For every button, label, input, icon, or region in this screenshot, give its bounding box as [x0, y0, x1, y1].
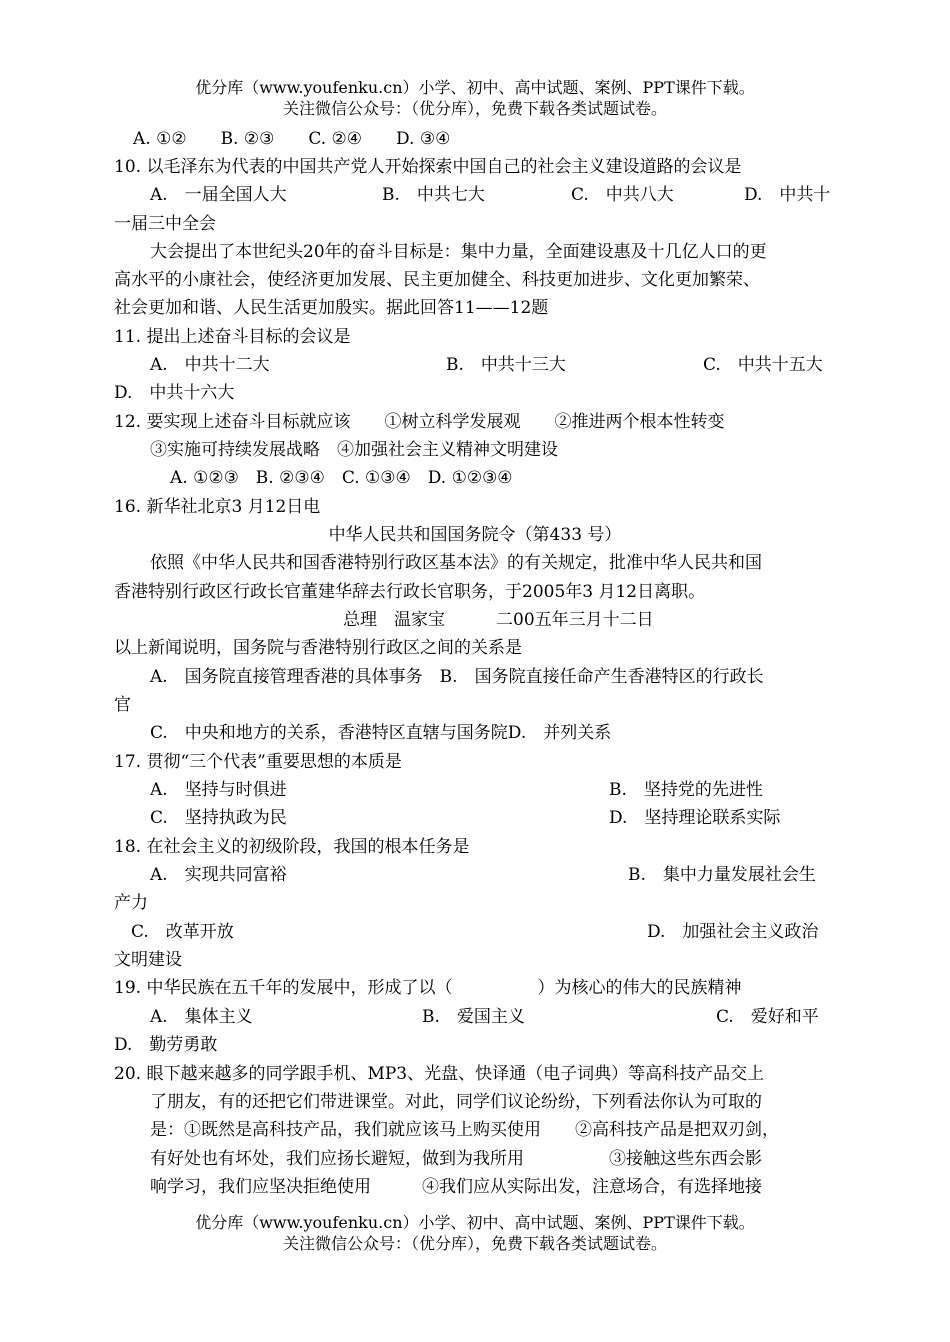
q17-option-d: D. 坚持理论联系实际	[609, 808, 781, 828]
q12-stem: 12. 要实现上述奋斗目标就应该 ①树立科学发展观 ②推进两个根本性转变	[114, 412, 725, 432]
q20-line1: 20. 眼下越来越多的同学跟手机、MP3、光盘、快译通（电子词典）等高科技产品交上	[114, 1064, 765, 1084]
q16-options-ab-cont: 官	[114, 695, 131, 715]
page-header-line1: 优分库（www.youfenku.cn）小学、初中、高中试题、案例、PPT课件下载。	[195, 78, 755, 97]
q9-options: A. ①② B. ②③ C. ②④ D. ③④	[133, 129, 451, 149]
q19-option-d: D. 勤劳勇敢	[114, 1035, 218, 1055]
q11-options	[0, 354, 950, 376]
q20-line2: 了朋友，有的还把它们带进课堂。对此，同学们议论纷纷，下列看法你认为可取的	[150, 1092, 762, 1112]
q11-option-d: D. 中共十六大	[114, 383, 235, 403]
q10-options	[0, 184, 950, 206]
decree-title: 中华人民共和国国务院令（第433 号）	[328, 525, 622, 545]
q18-options-ab	[0, 864, 950, 886]
page-header-line2: 关注微信公众号：（优分库），免费下载各类试题试卷。	[282, 99, 667, 118]
q19-option-a: A. 集体主义	[150, 1007, 253, 1027]
q10-stem: 10. 以毛泽东为代表的中国共产党人开始探索中国自己的社会主义建设道路的会议是	[114, 157, 742, 177]
decree-signature: 总理 温家宝 二00五年三月十二日	[343, 610, 654, 630]
q10-option-c: C. 中共八大	[571, 185, 674, 205]
q18-option-a: A. 实现共同富裕	[150, 865, 287, 885]
q16-options-cd: C. 中央和地方的关系，香港特区直辖与国务院D. 并列关系	[150, 723, 612, 743]
q10-option-b: B. 中共七大	[382, 185, 485, 205]
q16-question: 以上新闻说明，国务院与香港特别行政区之间的关系是	[114, 638, 522, 658]
passage-line3: 社会更加和谐、人民生活更加殷实。据此回答11——12题	[114, 298, 549, 318]
q12-options: A. ①②③ B. ②③④ C. ①③④ D. ①②③④	[170, 468, 513, 488]
page-footer-line2: 关注微信公众号：（优分库），免费下载各类试题试卷。	[282, 1234, 667, 1253]
q19-stem: 19. 中华民族在五千年的发展中，形成了以（ ）为核心的伟大的民族精神	[114, 978, 742, 998]
q11-option-b: B. 中共十三大	[446, 355, 566, 375]
q17-options-ab	[0, 779, 950, 801]
q18-stem: 18. 在社会主义的初级阶段，我国的根本任务是	[114, 837, 470, 857]
q20-line3: 是：①既然是高科技产品，我们就应该马上购买使用 ②高科技产品是把双刃剑，	[150, 1120, 779, 1140]
q10-option-d: D. 中共十	[744, 185, 831, 205]
q18-option-d-cont: 文明建设	[114, 950, 182, 970]
page-footer-line1: 优分库（www.youfenku.cn）小学、初中、高中试题、案例、PPT课件下载。	[195, 1213, 755, 1232]
q17-option-a: A. 坚持与时俱进	[150, 780, 287, 800]
passage-line2: 高水平的小康社会，使经济更加发展、民主更加健全、科技更加进步、文化更加繁荣、	[114, 270, 760, 290]
q19-options	[0, 1006, 950, 1028]
q18-option-c: C. 改革开放	[131, 922, 234, 942]
q16-options-ab: A. 国务院直接管理香港的具体事务 B. 国务院直接任命产生香港特区的行政长	[150, 667, 764, 687]
q18-options-cd	[0, 921, 950, 943]
q17-option-b: B. 坚持党的先进性	[609, 780, 763, 800]
q11-option-a: A. 中共十二大	[150, 355, 270, 375]
q20-line5: 响学习，我们应坚决拒绝使用 ④我们应从实际出发，注意场合，有选择地接	[150, 1177, 762, 1197]
q10-option-a: A. 一届全国人大	[150, 185, 287, 205]
decree-body-line2: 香港特别行政区行政长官董建华辞去行政长官职务，于2005年3 月12日离职。	[114, 582, 706, 602]
q11-stem: 11. 提出上述奋斗目标的会议是	[114, 327, 351, 347]
q18-option-d: D. 加强社会主义政治	[647, 922, 819, 942]
q17-options-cd	[0, 807, 950, 829]
q16-stem: 16. 新华社北京3 月12日电	[114, 497, 321, 517]
q20-line4: 有好处也有坏处，我们应扬长避短，做到为我所用 ③接触这些东西会影	[150, 1149, 762, 1169]
passage-line1: 大会提出了本世纪头20年的奋斗目标是：集中力量，全面建设惠及十几亿人口的更	[150, 242, 767, 262]
decree-body-line1: 依照《中华人民共和国香港特别行政区基本法》的有关规定，批准中华人民共和国	[150, 553, 762, 573]
q11-option-c: C. 中共十五大	[703, 355, 823, 375]
q17-stem: 17. 贯彻“三个代表”重要思想的本质是	[114, 752, 402, 772]
q19-option-c: C. 爱好和平	[716, 1007, 819, 1027]
q12-statement-line2: ③实施可持续发展战略 ④加强社会主义精神文明建设	[150, 440, 558, 460]
q10-option-d-cont: 一届三中全会	[114, 214, 216, 234]
q17-option-c: C. 坚持执政为民	[150, 808, 287, 828]
q18-option-b: B. 集中力量发展社会生	[628, 865, 816, 885]
q18-option-b-cont: 产力	[114, 893, 148, 913]
q19-option-b: B. 爱国主义	[422, 1007, 525, 1027]
